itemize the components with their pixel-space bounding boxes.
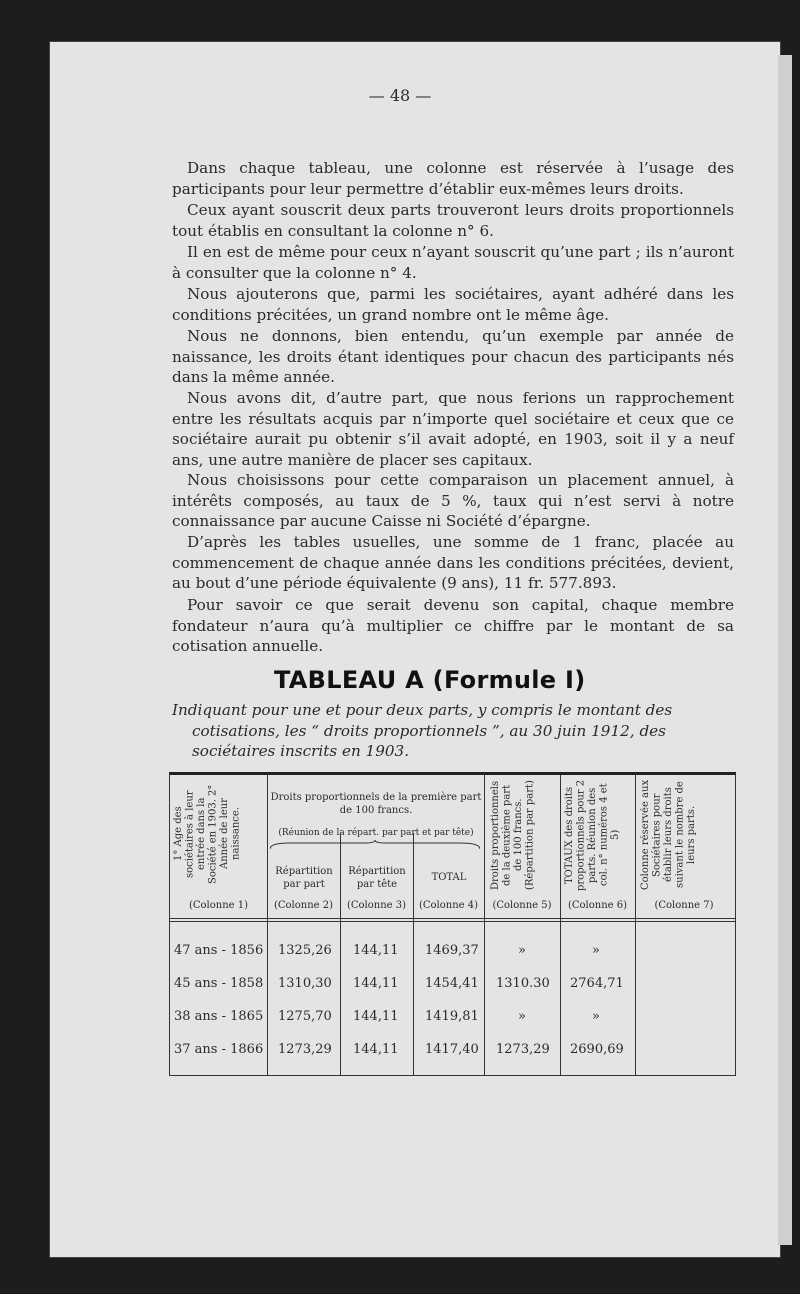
header-col6: TOTAUX des droits proportionnels pour 2 parts. Réunion des col. n° numéros 4 et 5): [564, 779, 621, 891]
paragraph-9: Pour savoir ce que serait devenu son capital, chaque membre fondateur n’aura qu’à multiplier ce chiffre par le montant de sa cotisation annuelle.: [172, 596, 734, 656]
cell: 1275,70: [278, 1009, 332, 1024]
header-col3: Répartition par tête: [348, 866, 406, 890]
col-label: (Colonne 4): [418, 900, 479, 911]
cell: 1310.30: [496, 976, 550, 991]
col-divider: [635, 775, 636, 1075]
cell: »: [592, 1009, 600, 1024]
header-col1: 1° Age des sociétaires à leur entrée dans la Société en 1903. 2° Année de leur naissance.: [173, 784, 242, 884]
page-edge: [778, 55, 792, 1245]
cell: 1419,81: [425, 1009, 479, 1024]
cell: 144,11: [353, 976, 399, 991]
paragraph-5: Nous ne donnons, bien entendu, qu’un exemple par année de naissance, les droits étant identiques pour chacun des participants nés dans la même année.: [172, 327, 734, 387]
col-label: (Colonne 2): [273, 900, 334, 911]
cell: 144,11: [353, 1042, 399, 1057]
header-col4: TOTAL: [431, 872, 467, 883]
cell: 144,11: [353, 943, 399, 958]
row-age: 45 ans - 1858: [174, 976, 264, 991]
paragraph-4: Nous ajouterons que, parmi les sociétaires, ayant adhéré dans les conditions précitées, un grand nombre ont le même âge.: [172, 285, 734, 324]
group-header: Droits proportionnels de la première part de 100 francs.: [270, 792, 482, 816]
cell: 2690,69: [570, 1042, 624, 1057]
table-title: TABLEAU A (Formule I): [274, 666, 586, 694]
header-col7: Colonne réservée aux Sociétaires pour établir leurs droits suivant le nombre de leurs parts.: [640, 779, 697, 891]
cell: 1417,40: [425, 1042, 479, 1057]
col-divider: [413, 833, 414, 1075]
table-subtitle: Indiquant pour une et pour deux parts, y compris le montant des cotisations, les “ droits proportionnels ”, au 30 juin 1912, des sociétaires inscrits en 1903.: [172, 701, 673, 760]
cell: 2764,71: [570, 976, 624, 991]
col-divider: [484, 775, 485, 1075]
cell: 1454,41: [425, 976, 479, 991]
cell: 1469,37: [425, 943, 479, 958]
paragraph-1: Dans chaque tableau, une colonne est réservée à l’usage des participants pour leur permettre d’établir eux-mêmes leurs droits.: [172, 159, 734, 198]
col-divider: [340, 833, 341, 1075]
cell: 1273,29: [278, 1042, 332, 1057]
data-table: [169, 772, 736, 1076]
col-label: (Colonne 3): [346, 900, 407, 911]
row-age: 47 ans - 1856: [174, 943, 264, 958]
paragraph-8: D’après les tables usuelles, une somme de 1 franc, placée au commencement de chaque année dans les conditions précitées, devient, au bout d’une période équivalente (9 ans), 11 fr. 577.893.: [172, 533, 734, 593]
paragraph-7: Nous choisissons pour cette comparaison un placement annuel, à intérêts composés, au taux de 5 %, taux qui n’est servi à notre connaissance par aucune Caisse ni Société d’épargne.: [172, 471, 734, 531]
col-divider: [267, 775, 268, 1075]
header-col2: Répartition par part: [275, 866, 333, 890]
col-label: (Colonne 5): [492, 900, 552, 911]
cell: »: [518, 1009, 526, 1024]
paragraph-3: Il en est de même pour ceux n’ayant souscrit qu’une part ; ils n’auront à consulter que la colonne n° 4.: [172, 243, 734, 282]
brace-decoration: [270, 840, 480, 850]
col-label: (Colonne 7): [654, 900, 714, 911]
header-col5: Droits proportionnels de la deuxième part de 100 francs. (Répartition par part): [490, 780, 536, 890]
col-divider: [560, 775, 561, 1075]
header-separator: [170, 918, 735, 919]
row-age: 38 ans - 1865: [174, 1009, 264, 1024]
cell: 144,11: [353, 1009, 399, 1024]
group-subheader: (Réunion de la répart. par part et par tête): [278, 828, 474, 838]
col-label: (Colonne 1): [188, 900, 249, 911]
cell: »: [518, 943, 526, 958]
col-label: (Colonne 6): [567, 900, 628, 911]
cell: 1325,26: [278, 943, 332, 958]
cell: 1310,30: [278, 976, 332, 991]
page-number: — 48 —: [368, 86, 432, 105]
cell: »: [592, 943, 600, 958]
row-age: 37 ans - 1866: [174, 1042, 264, 1057]
cell: 1273,29: [496, 1042, 550, 1057]
paragraph-2: Ceux ayant souscrit deux parts trouveront leurs droits proportionnels tout établis en consultant la colonne n° 6.: [172, 201, 734, 240]
header-separator: [170, 921, 735, 922]
paragraph-6: Nous avons dit, d’autre part, que nous ferions un rapprochement entre les résultats acquis par n’importe quel sociétaire et ceux que ce sociétaire aurait pu obtenir s’il avait adopté, en 1903, soit il y a neuf ans, une autre manière de placer ses capitaux.: [172, 389, 734, 469]
